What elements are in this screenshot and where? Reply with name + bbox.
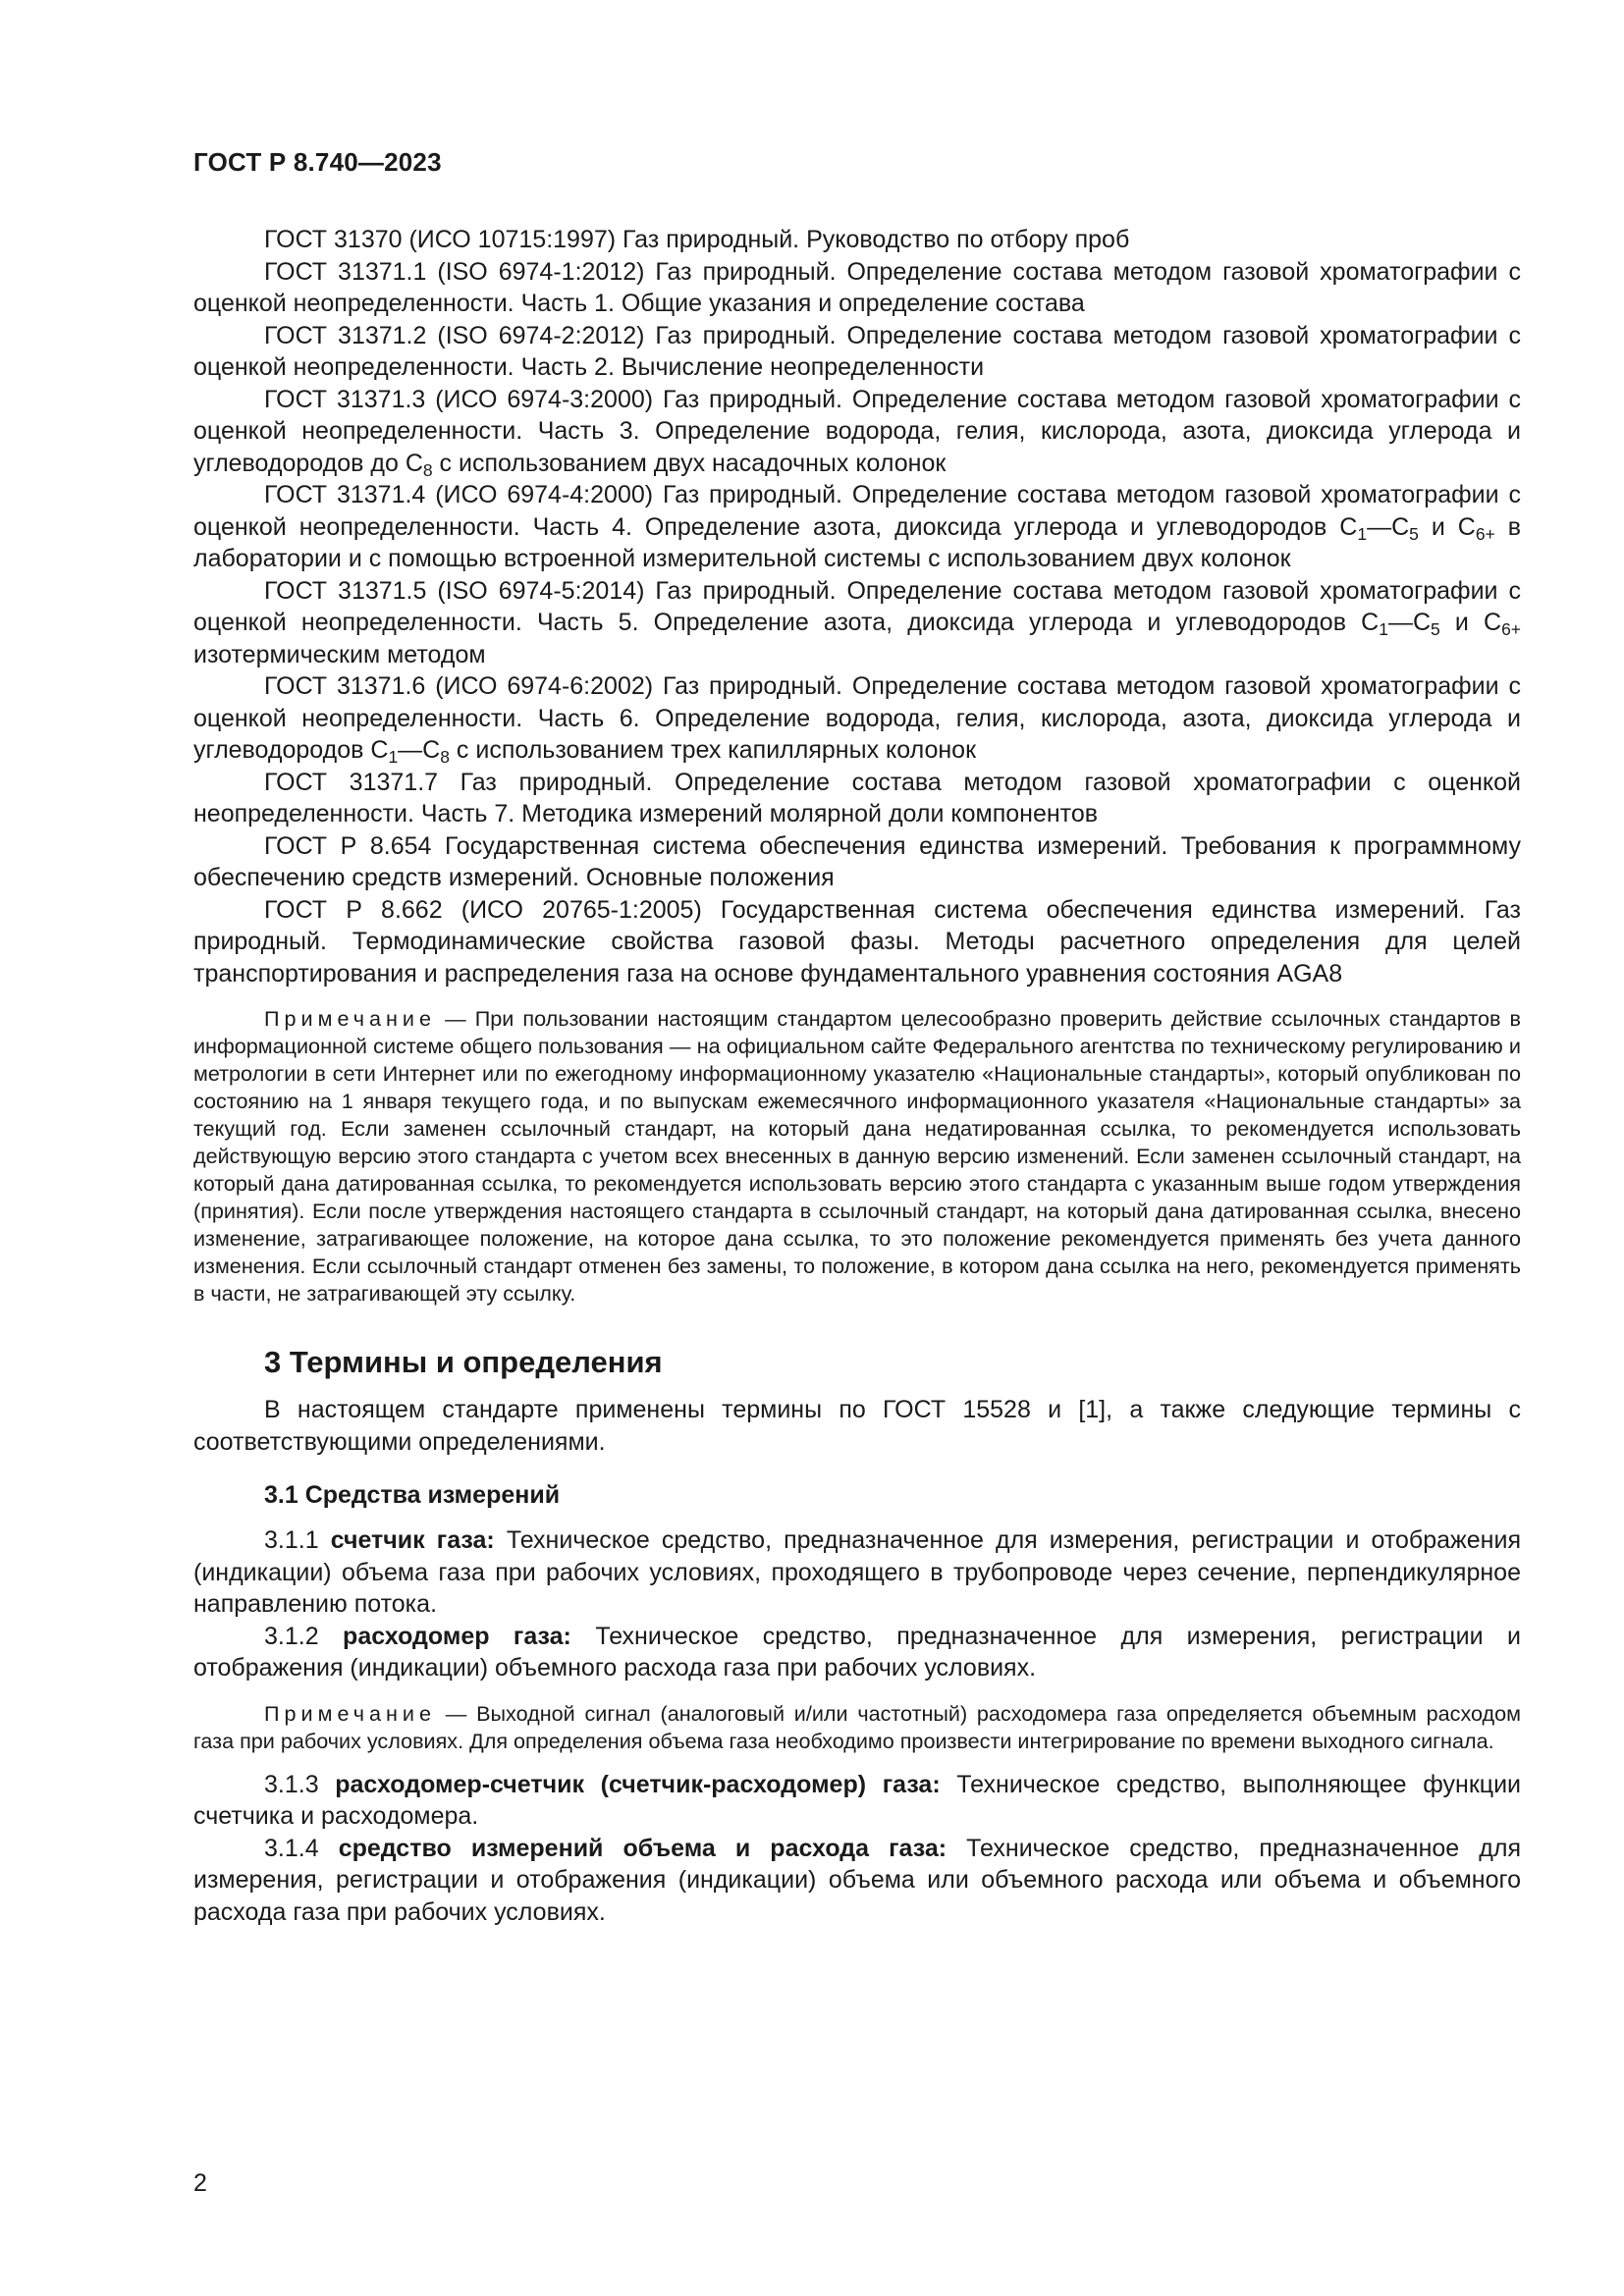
term: средство измерений объема и расхода газа: bbox=[338, 1834, 947, 1862]
note-references: Примечание — При пользовании настоящим стандартом целесообразно проверить действие ссылочных стандартов в информационной системе общего пользования — на официальном сайте Федерального агентства по техническому регулированию и метрологии в сети Интернет или по ежегодному информационному указателю «Национальные стандарты», который опубликован по состоянию на 1 января текущего года, и по выпускам ежемесячного информационного указателя «Национальные стандарты» за текущий год. Если заменен ссылочный стандарт, на который дана недатированная ссылка, то рекомендуется использовать действующую версию этого стандарта с учетом всех внесенных в данную версию изменений. Если заменен ссылочный стандарт, на который дана датированная ссылка, то рекомендуется использовать версию этого стандарта с указанным выше годом утверждения (принятия). Если после утверждения настоящего стандарта в ссылочный стандарт, на который дана датированная ссылка, внесено изменение, затрагивающее положение, на которое дана ссылка, то это положение рекомендуется применять без учета данного изменения. Если ссылочный стандарт отменен без замены, то положение, в котором дана ссылка на него, рекомендуется применять в части, не затрагивающей эту ссылку. bbox=[193, 1006, 1521, 1306]
reference-item: ГОСТ 31370 (ИСО 10715:1997) Газ природный. Руководство по отбору проб bbox=[264, 226, 1130, 253]
document-body bbox=[193, 224, 1521, 1928]
document-header: ГОСТ Р 8.740—2023 bbox=[193, 147, 442, 177]
reference-item: ГОСТ Р 8.662 (ИСО 20765-1:2005) Государственная система обеспечения единства измерений. Газ природный. Термодинамические свойства газовой фазы. Методы расчетного определения для целей транспортирования и распределения газа на основе фундаментального уравнения состояния AGA8 bbox=[193, 895, 1521, 988]
reference-item: ГОСТ 31371.1 (ISO 6974-1:2012) Газ природный. Определение состава методом газовой хроматографии с оценкой неопределенности. Часть 1. Общие указания и определение состава bbox=[193, 257, 1521, 317]
note-label: Примечание bbox=[264, 1700, 436, 1726]
page-number: 2 bbox=[193, 2169, 207, 2197]
subsection-title: 3.1 Средства измерений bbox=[264, 1481, 561, 1509]
term-definition: 3.1.3 расходомер-счетчик (счетчик-расходомер) газа: Техническое средство, выполняющее функции счетчика и расходомера. bbox=[193, 1770, 1521, 1830]
note-label: Примечание bbox=[264, 1006, 436, 1031]
reference-item: ГОСТ 31371.4 (ИСО 6974-4:2000) Газ природный. Определение состава методом газовой хроматографии с оценкой неопределенности. Часть 4. Определение азота, диоксида углерода и углеводородов $С_1—С_5$ и $С_{6+}$ в лаборатории и с помощью встроенной измерительной системы с использованием двух колонок bbox=[193, 481, 1522, 572]
reference-item: ГОСТ 31371.7 Газ природный. Определение состава методом газовой хроматографии с оценкой неопределенности. Часть 7. Методика измерений молярной доли компонентов bbox=[193, 768, 1521, 828]
term: расходомер-счетчик (счетчик-расходомер) газа: bbox=[335, 1770, 941, 1798]
note-flowmeter: Примечание — Выходной сигнал (аналоговый и/или частотный) расходомера газа определяется объемным расходом газа при рабочих условиях. Для определения объема газа необходимо произвести интегрирование по времени выходного сигнала. bbox=[193, 1700, 1521, 1753]
section-intro: В настоящем стандарте применены термины по ГОСТ 15528 и [1], а также следующие термины с соответствующими определениями. bbox=[193, 1396, 1521, 1456]
section-title: 3 Термины и определения bbox=[264, 1345, 663, 1379]
reference-item: ГОСТ 31371.6 (ИСО 6974-6:2002) Газ природный. Определение состава методом газовой хроматографии с оценкой неопределенности. Часть 6. Определение водорода, гелия, кислорода, азота, диоксида углерода и углеводородов $С_1—С_8$ с использованием трех капиллярных колонок bbox=[193, 672, 1521, 767]
term: счетчик газа: bbox=[330, 1526, 495, 1554]
reference-item: ГОСТ 31371.3 (ИСО 6974-3:2000) Газ природный. Определение состава методом газовой хроматографии с оценкой неопределенности. Часть 3. Определение водорода, гелия, кислорода, азота, диоксида углерода и углеводородов до $С_8$ с использованием двух насадочных колонок bbox=[193, 385, 1521, 480]
term-definition: 3.1.2 расходомер газа: Техническое средство, предназначенное для измерения, регистрации и отображения (индикации) объемного расхода газа при рабочих условиях. bbox=[193, 1622, 1521, 1682]
reference-item: ГОСТ Р 8.654 Государственная система обеспечения единства измерений. Требования к программному обеспечению средств измерений. Основные положения bbox=[193, 831, 1521, 891]
term-definition: 3.1.1 счетчик газа: Техническое средство, предназначенное для измерения, регистрации и отображения (индикации) объема газа при рабочих условиях, проходящего в трубопроводе через сечение, перпендикулярное направлению потока. bbox=[193, 1526, 1521, 1618]
reference-item: ГОСТ 31371.5 (ISO 6974-5:2014) Газ природный. Определение состава методом газовой хроматографии с оценкой неопределенности. Часть 5. Определение азота, диоксида углерода и углеводородов $С_1—С_5$ и $С_{6+}$ изотермическим методом bbox=[193, 576, 1522, 668]
term-definition: 3.1.4 средство измерений объема и расхода газа: Техническое средство, предназначенное для измерения, регистрации и отображения (индикации) объема или объемного расхода или объема и объемного расхода газа при рабочих условиях. bbox=[193, 1834, 1521, 1926]
term: расходомер газа: bbox=[343, 1622, 571, 1650]
reference-item: ГОСТ 31371.2 (ISO 6974-2:2012) Газ природный. Определение состава методом газовой хроматографии с оценкой неопределенности. Часть 2. Вычисление неопределенности bbox=[193, 321, 1521, 381]
